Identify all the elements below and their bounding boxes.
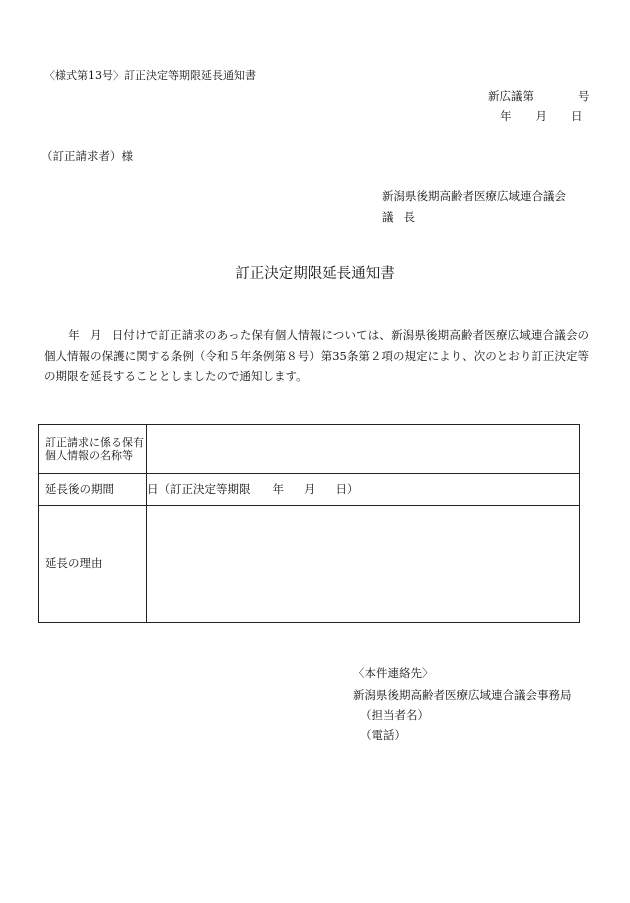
- notice-body: [44, 325, 589, 387]
- extension-reason-label: 延長の理由: [39, 506, 147, 623]
- issuer-title: [382, 212, 415, 224]
- issue-date-year: 年: [500, 109, 512, 123]
- contact-office: 新潟県後期高齢者医療広域連合議会事務局: [353, 688, 572, 702]
- body-date-month: 月: [89, 328, 102, 342]
- request-info-label: 訂正請求に係る保有個人情報の名称等: [39, 425, 147, 474]
- document-title: 訂正決定期限延長通知書: [235, 266, 395, 282]
- addressee: （訂正請求者）様: [41, 149, 133, 163]
- body-sentence: 日付けで訂正請求のあった保有個人情報については、新潟県後期高齢者医療広域連合議会の個人情報の保護に関する条例（令和５年条例第８号）第35条第２項の規定により、次のとおり訂正決定等の期限を延長することとしましたので通知します。: [44, 328, 590, 383]
- contact-phone: （電話）: [360, 728, 406, 742]
- form-number-label: 〈様式第13号〉訂正決定等期限延長通知書: [44, 69, 256, 82]
- period-year: 年: [272, 481, 284, 496]
- issuer-title-first: 議: [382, 210, 394, 224]
- issue-date-month: 月: [535, 109, 547, 123]
- period-month: 月: [304, 481, 316, 496]
- request-info-value: [147, 425, 580, 474]
- table-row: [39, 506, 580, 623]
- extended-period-value: [147, 474, 580, 506]
- table-row: [39, 474, 580, 506]
- document-number: [488, 91, 590, 103]
- document-number-suffix: 号: [578, 89, 590, 103]
- issue-date: [500, 111, 583, 123]
- issuer-title-second: 長: [403, 210, 415, 224]
- contact-heading: 〈本件連絡先〉: [353, 666, 434, 680]
- extension-reason-value: [147, 506, 580, 623]
- extended-period-label: 延長後の期間: [39, 474, 147, 506]
- contact-person: （担当者名）: [360, 708, 429, 722]
- issuer-organization: 新潟県後期高齢者医療広域連合議会: [382, 189, 566, 203]
- period-day: 日（訂正決定等期限: [147, 481, 251, 496]
- issue-date-day: 日: [571, 109, 583, 123]
- extension-details-table: [38, 424, 580, 623]
- body-date-year: 年: [68, 328, 80, 342]
- period-end: 日）: [335, 481, 359, 496]
- document-number-prefix: 新広議第: [488, 89, 534, 103]
- table-row: [39, 425, 580, 474]
